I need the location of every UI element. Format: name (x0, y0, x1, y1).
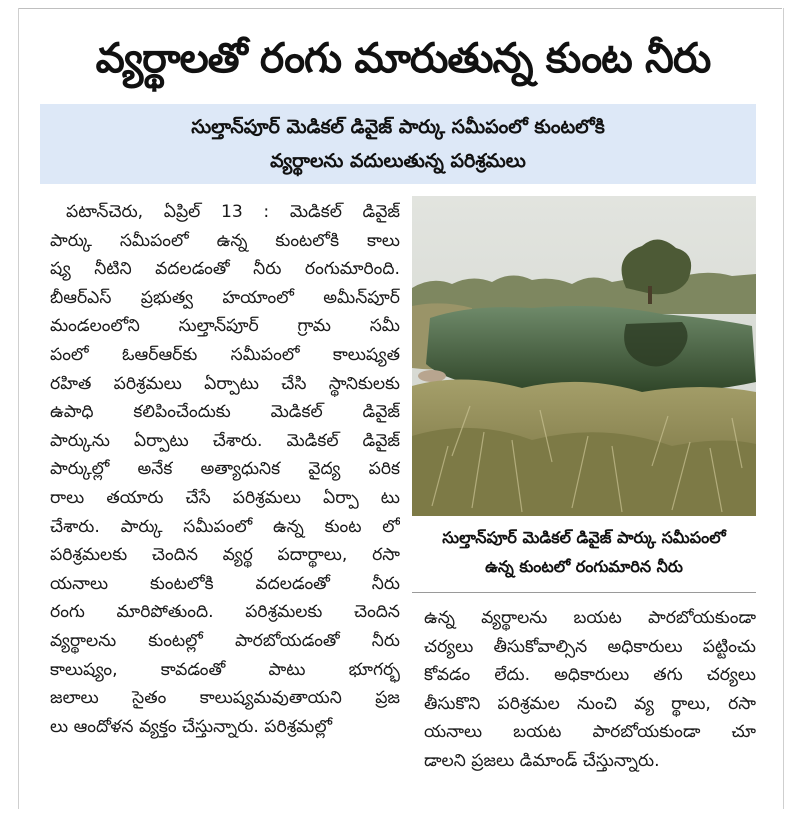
photo-caption (412, 518, 756, 586)
right-column-rule (783, 8, 784, 809)
body-line: చేశారు. పార్కు సమీపంలో ఉన్న కుంట లో (50, 516, 400, 537)
photo-caption-line-2: ఉన్న కుంటలో రంగుమారిన నీరు (485, 557, 683, 576)
article-body-right-column (424, 604, 756, 776)
article-body-left-column (50, 198, 400, 741)
body-line: చర్యలు తీసుకోవాల్సిన అధికారులు పట్టించు (424, 636, 756, 657)
body-line: పార్కు సమీపంలో ఉన్న కుంటలోకి కాలు (50, 230, 400, 251)
body-line: కోవడం లేదు. అధికారులు తగు చర్యలు (424, 665, 756, 686)
body-line: రాలు తయారు చేసే పరిశ్రమలు ఏర్పా టు (50, 487, 400, 508)
body-line: బీఆర్‌ఎస్ ప్రభుత్వ హయాంలో అమీన్‌పూర్ (50, 287, 400, 308)
top-rule (18, 8, 782, 9)
pond-photo (412, 196, 756, 516)
body-line: రహిత పరిశ్రమలు ఏర్పాటు చేసి స్థానికులకు (50, 373, 400, 394)
body-line: తీసుకొని పరిశ్రమల నుంచి వ్య ర్థాలు, రసా (424, 693, 756, 714)
pond-photo-illustration (412, 196, 756, 516)
caption-divider (412, 592, 756, 593)
body-line: కాలుష్యం, కావడంతో పాటు భూగర్భ (50, 659, 400, 680)
subheadline-line-2: వ్యర్థాలను వదులుతున్న పరిశ్రమలు (270, 150, 526, 172)
body-line: పటాన్‌చెరు, ఏప్రిల్ 13 : మెడికల్ డివైజ్ (66, 202, 400, 222)
body-line: పంలో ఓఆర్‌ఆర్‌కు సమీపంలో కాలుష్యత (50, 344, 400, 365)
body-line: ఉపాధి కలిపించేందుకు మెడికల్ డివైజ్ (50, 402, 400, 423)
body-line: వ్యర్థాలను కుంటల్లో పారబోయడంతో నీరు (50, 630, 400, 651)
body-line: మండలంలోని సుల్తాన్‌పూర్ గ్రామ సమీ (50, 316, 400, 337)
body-line: రంగు మారిపోతుంది. పరిశ్రమలకు చెందిన (50, 602, 400, 623)
left-column-rule (18, 8, 19, 809)
body-line: డాలని ప్రజలు డిమాండ్ చేస్తున్నారు. (424, 750, 660, 771)
body-line: ఉన్న వ్యర్థాలను బయట పారబోయకుండా (424, 608, 756, 628)
body-line: పార్కుల్లో అనేక అత్యాధునిక వైద్య పరిక (50, 459, 400, 480)
body-line: పరిశ్రమలకు చెందిన వ్యర్థ పదార్థాలు, రసా (50, 545, 400, 566)
body-line: ష్య నీటిని వదలడంతో నీరు రంగుమారింది. (50, 259, 400, 280)
body-line: పార్కును ఏర్పాటు చేశారు. మెడికల్ డివైజ్ (50, 430, 400, 451)
subheadline-line-1: సుల్తాన్‌పూర్ మెడికల్ డివైజ్ పార్కు సమీపంలో కుంటలోకి (191, 116, 605, 138)
photo-caption-line-1: సుల్తాన్‌పూర్ మెడికల్ డివైజ్ పార్కు సమీపంలో (442, 528, 726, 547)
body-line: యనాలు కుంటలోకి వదలడంతో నీరు (50, 573, 400, 594)
body-line: లు ఆందోళన వ్యక్తం చేస్తున్నారు. పరిశ్రమల్లో (50, 716, 333, 737)
subheadline (40, 104, 756, 184)
body-line: యనాలు బయట పారబోయకుండా చూ (424, 722, 756, 743)
body-line: జలాలు సైతం కాలుష్యమవుతాయని ప్రజ (50, 688, 400, 709)
headline: వ్యర్థాలతో రంగు మారుతున్న కుంట నీరు (95, 34, 711, 82)
